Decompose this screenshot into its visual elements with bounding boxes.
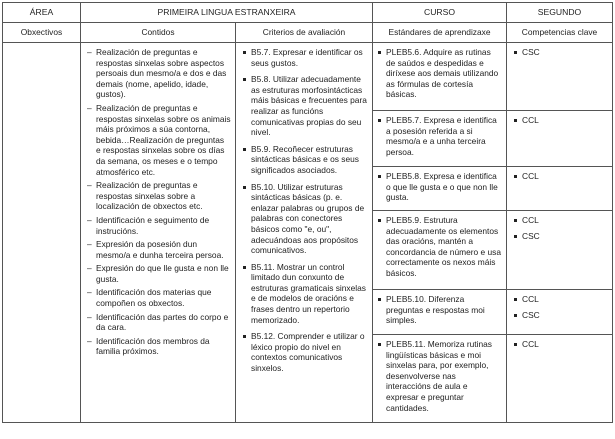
- competence-item: CCL: [513, 115, 608, 126]
- competence-cell: [507, 335, 613, 423]
- header-row: [3, 3, 613, 23]
- standard-item: PLEB5.7. Expresa e identifica a posesión referida a si mesmo/a e a unha terceira persoa.: [377, 115, 502, 157]
- contents-list: [81, 43, 235, 362]
- standard-item: PLEB5.10. Diferenza preguntas e respostas moi simples.: [377, 294, 502, 326]
- list-item: B5.10. Utilizar estruturas sintácticas básicas (p. e. enlazar palabras ou grupos de palabras con conectores básicos como "e, ou", adecuándoas aos propósitos comunicativos.: [242, 182, 368, 256]
- competence-item: CCL: [513, 215, 608, 226]
- competence-cell: [507, 43, 613, 111]
- standard-cell: [373, 43, 507, 111]
- objectives-column-header: Obxectivos: [3, 23, 81, 43]
- competence-cell: [507, 290, 613, 335]
- competence-item: CCL: [513, 339, 608, 350]
- list-item: – Expresión da posesión dun mesmo/a e dunha terceira persoa.: [86, 239, 231, 260]
- list-item: – Realización de preguntas e respostas sinxelas sobre a localización de obxectos etc.: [86, 180, 231, 212]
- subject-header: PRIMEIRA LINGUA ESTRANXEIRA: [81, 3, 373, 23]
- criteria-cell: [236, 43, 373, 423]
- course-value-header: SEGUNDO: [507, 3, 613, 23]
- criteria-list: [236, 43, 372, 382]
- list-item: – Realización de preguntas e respostas sinxelas sobre os animais máis próximos a súa contorna, bebida…Realización de preguntas e respostas sinxelas sobre os días da semana, os meses e o tempo atmosférico etc.: [86, 103, 231, 177]
- criteria-column-header: Criterios de avaliación: [236, 23, 373, 43]
- standard-item: PLEB5.8. Expresa e identifica o que lle gusta e o que non lle gusta.: [377, 171, 502, 203]
- standard-cell: [373, 211, 507, 290]
- competence-item: CSC: [513, 310, 608, 321]
- list-item: B5.11. Mostrar un control limitado dun conxunto de estruturas gramaticais sinxelas e de modelos de oracións e frases dentro un repertorio memorizado.: [242, 262, 368, 326]
- contents-column-header: Contidos: [81, 23, 236, 43]
- standard-cell: [373, 290, 507, 335]
- competence-item: CSC: [513, 47, 608, 58]
- list-item: B5.9. Recoñecer estruturas sintácticas básicas e os seus significados asociados.: [242, 144, 368, 176]
- standard-item: PLEB5.6. Adquire as rutinas de saúdos e despedidas e diríxese aos demais utilizando as fórmulas de cortesía básicas.: [377, 47, 502, 100]
- list-item: B5.8. Utilizar adecuadamente as estruturas morfosintácticas máis básicas e frecuentes para realizar as funcións comunicativas propias do seu nivel.: [242, 74, 368, 138]
- competence-cell: [507, 167, 613, 211]
- standard-cell: [373, 335, 507, 423]
- standard-item: PLEB5.9. Estrutura adecuadamente os elementos das oracións, mantén a concordancia de número e usa correctamente os nexos máis básicos.: [377, 215, 502, 279]
- column-header-row: [3, 23, 613, 43]
- curriculum-table: [2, 2, 613, 423]
- competence-item: CCL: [513, 171, 608, 182]
- list-item: – Identificación dos membros da familia próximos.: [86, 336, 231, 357]
- contents-cell: [81, 43, 236, 423]
- list-item: – Expresión do que lle gusta e non lle gusta.: [86, 263, 231, 284]
- list-item: B5.12. Comprender e utilizar o léxico propio do nivel en contextos comunicativos sinxelos.: [242, 331, 368, 373]
- objectives-cell: [3, 43, 81, 423]
- list-item: – Identificación e seguimento de instrucións.: [86, 215, 231, 236]
- competences-column-header: Competencias clave: [507, 23, 613, 43]
- competence-cell: [507, 111, 613, 167]
- list-item: – Identificación dos materias que compoñen os obxectos.: [86, 287, 231, 308]
- table-row: [3, 43, 613, 111]
- competence-cell: [507, 211, 613, 290]
- standard-item: PLEB5.11. Memoriza rutinas lingüísticas básicas e moi sinxelas para, por exemplo, desenvolverse nas interaccións de aula e expresar e preguntar cantidades.: [377, 339, 502, 413]
- competence-item: CSC: [513, 231, 608, 242]
- list-item: B5.7. Expresar e identificar os seus gustos.: [242, 47, 368, 68]
- standards-column-header: Estándares de aprendizaxe: [373, 23, 507, 43]
- list-item: – Identificación das partes do corpo e da cara.: [86, 312, 231, 333]
- list-item: – Realización de preguntas e respostas sinxelas sobre aspectos persoais dun mesmo/a e dos e das demais (nome, apelido, idade, gustos).: [86, 47, 231, 100]
- standard-cell: [373, 111, 507, 167]
- area-header: ÁREA: [3, 3, 81, 23]
- competence-item: CCL: [513, 294, 608, 305]
- standard-cell: [373, 167, 507, 211]
- course-label-header: CURSO: [373, 3, 507, 23]
